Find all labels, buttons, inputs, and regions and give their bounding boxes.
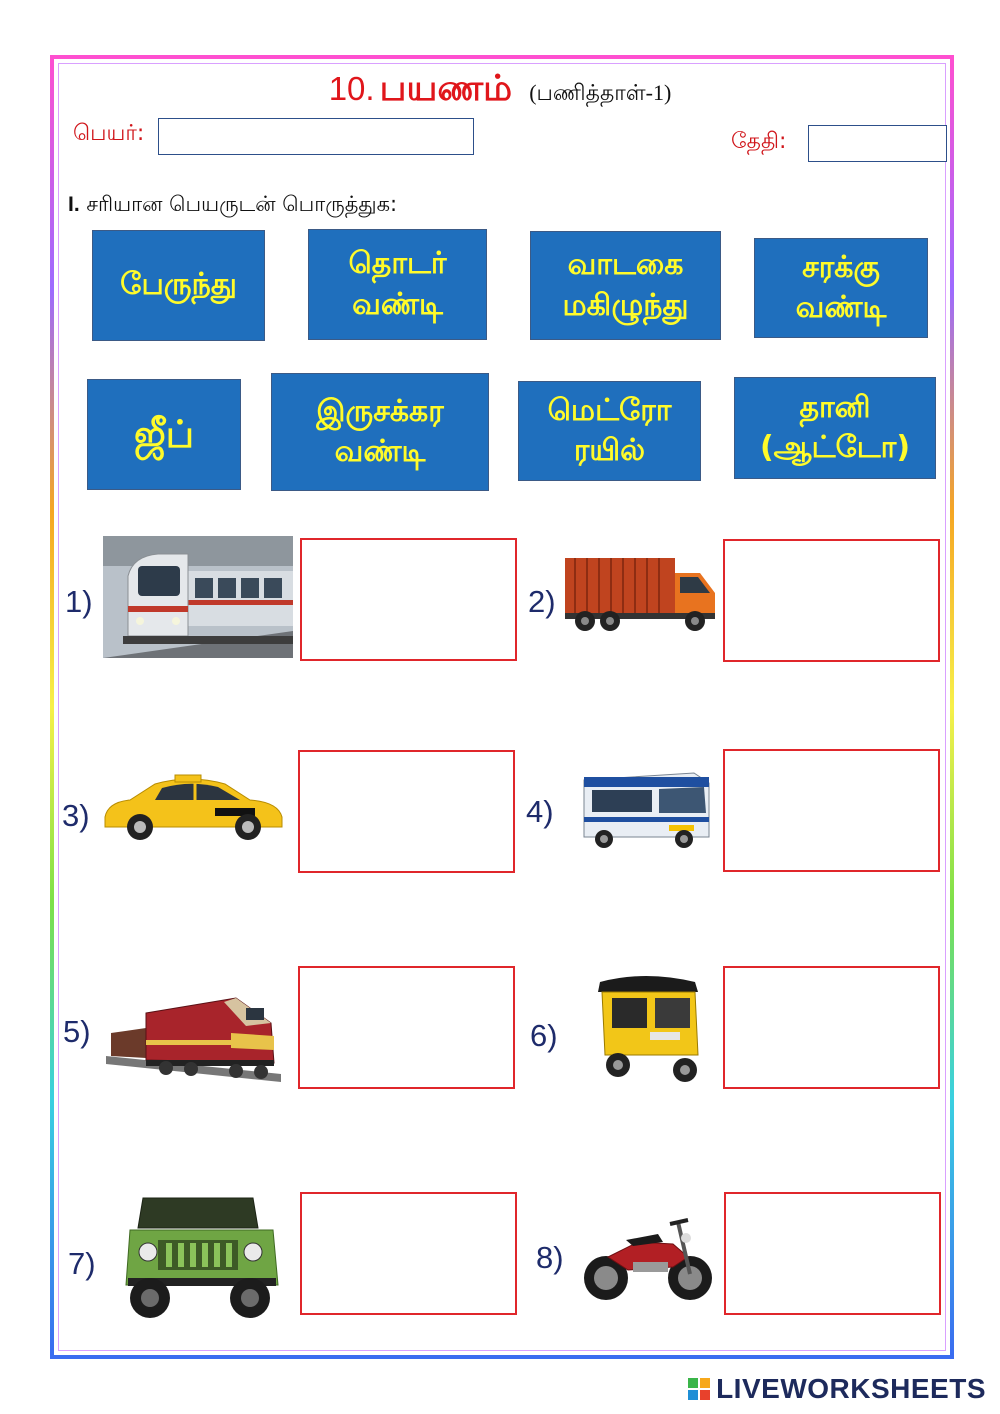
answer-box-1[interactable] — [300, 538, 517, 661]
question-number-1: 1) — [65, 584, 93, 619]
locomotive-train-icon — [106, 978, 281, 1086]
question-number-3: 3) — [62, 798, 90, 833]
answer-box-3[interactable] — [298, 750, 515, 873]
answer-box-4[interactable] — [723, 749, 940, 872]
instruction — [68, 192, 397, 219]
worksheet-subtitle: (பணித்தாள்-1) — [529, 80, 672, 105]
section-roman: I. — [68, 193, 80, 216]
answer-box-8[interactable] — [724, 1192, 941, 1315]
answer-box-7[interactable] — [300, 1192, 517, 1315]
word-card-train[interactable]: தொடர் வண்டி — [308, 229, 487, 340]
answer-box-6[interactable] — [723, 966, 940, 1089]
answer-box-2[interactable] — [723, 539, 940, 662]
word-card-two-wheeler[interactable]: இருசக்கர வண்டி — [271, 373, 489, 491]
cargo-truck-icon — [560, 553, 718, 635]
taxi-car-icon — [100, 772, 285, 842]
word-card-auto[interactable]: தானி (ஆட்டோ) — [734, 377, 936, 479]
word-card-bus[interactable]: பேருந்து — [92, 230, 265, 341]
word-card-jeep[interactable]: ஜீப் — [87, 379, 241, 490]
name-label: பெயர்: — [73, 121, 145, 146]
question-number-8: 8) — [536, 1240, 564, 1275]
name-input[interactable] — [158, 118, 474, 155]
word-card-metro[interactable]: மெட்ரோ ரயில் — [518, 381, 701, 481]
question-number-6: 6) — [530, 1018, 558, 1053]
question-number-4: 4) — [526, 794, 554, 829]
bus-icon — [574, 765, 714, 855]
jeep-icon — [118, 1190, 283, 1322]
lesson-number: 10. — [328, 70, 375, 107]
question-number-2: 2) — [528, 584, 556, 619]
word-card-truck[interactable]: சரக்கு வண்டி — [754, 238, 928, 338]
instruction-text: சரியான பெயருடன் பொருத்துக: — [86, 192, 398, 216]
date-input[interactable] — [808, 125, 947, 162]
motorcycle-icon — [578, 1212, 716, 1304]
lesson-title: பயணம் — [379, 68, 513, 109]
word-card-taxi[interactable]: வாடகை மகிழுந்து — [530, 231, 721, 340]
metro-train-icon — [103, 536, 293, 658]
liveworksheets-logo-icon — [688, 1378, 710, 1400]
question-number-5: 5) — [63, 1014, 91, 1049]
worksheet-title — [0, 68, 1000, 114]
brand-name: LIVEWORKSHEETS — [716, 1373, 986, 1404]
question-number-7: 7) — [68, 1246, 96, 1281]
answer-box-5[interactable] — [298, 966, 515, 1089]
liveworksheets-logo — [688, 1373, 986, 1405]
auto-rickshaw-icon — [590, 970, 705, 1085]
date-label: தேதி: — [731, 129, 787, 154]
